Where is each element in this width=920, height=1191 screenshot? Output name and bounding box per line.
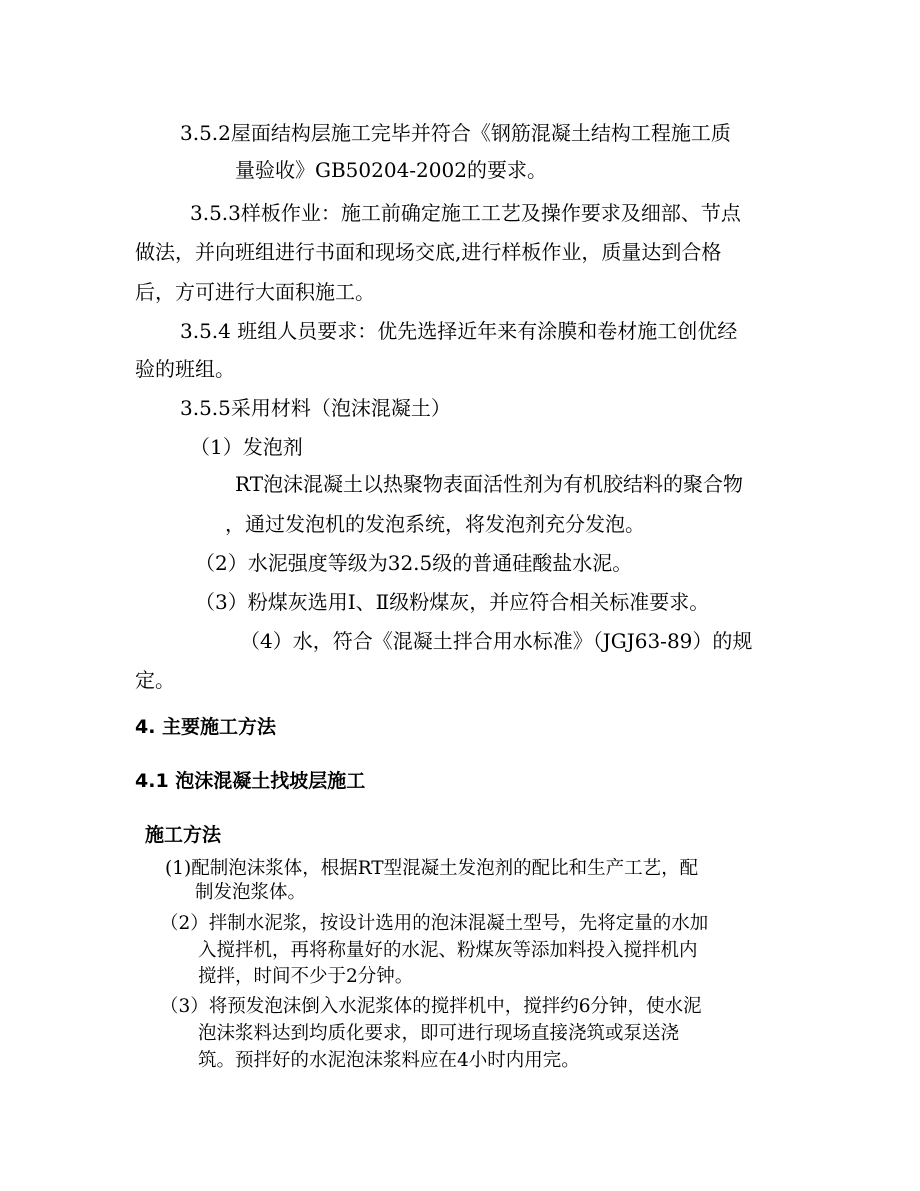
method-step-3-line1: （3）将预发泡沫倒入水泥浆体的搅拌机中，搅拌约6分钟，使水泥 [160, 996, 702, 1017]
material-item-1-line2: ，通过发泡机的发泡系统，将发泡剂充分发泡。 [225, 512, 645, 536]
method-title: 施工方法 [145, 824, 222, 846]
section-heading-4-1: 4.1 泡沫混凝土找坡层施工 [135, 770, 366, 792]
method-step-2-line2: 入搅拌机，再将称量好的水泥、粉煤灰等添加料投入搅拌机内 [198, 940, 698, 961]
para-3-5-4-line2: 验的班组。 [135, 357, 235, 381]
method-step-1-line1: (1)配制泡沫浆体，根据RT型混凝土发泡剂的配比和生产工艺，配 [165, 858, 699, 879]
method-step-2-line3: 搅拌，时间不少于2分钟。 [198, 966, 414, 987]
material-item-3: （3）粉煤灰选用Ⅰ、Ⅱ级粉煤灰，并应符合相关标准要求。 [195, 590, 710, 614]
method-step-2-line1: （2）拌制水泥浆，按设计选用的泡沫混凝土型号，先将定量的水加 [160, 913, 709, 934]
method-step-3-line3: 筑。预拌好的水泥泡沫浆料应在4小时内用完。 [198, 1050, 580, 1071]
method-step-1-line2: 制发泡浆体。 [195, 882, 307, 903]
section-heading-4: 4. 主要施工方法 [135, 716, 277, 738]
para-3-5-3-line3: 后，方可进行大面积施工。 [135, 280, 375, 304]
material-item-1-line1: RT泡沫混凝土以热聚物表面活性剂为有机胶结料的聚合物 [235, 472, 744, 496]
material-item-4-line2: 定。 [135, 668, 175, 692]
material-item-4-line1: （4）水，符合《混凝土拌合用水标准》（JGJ63-89）的规 [240, 629, 753, 653]
para-3-5-4-line1: 3.5.4 班组人员要求：优先选择近年来有涂膜和卷材施工创优经 [180, 319, 738, 343]
para-3-5-3-line2: 做法，并向班组进行书面和现场交底,进行样板作业，质量达到合格 [135, 240, 722, 264]
para-3-5-5-title: 3.5.5采用材料（泡沫混凝土） [180, 396, 451, 420]
para-3-5-2-line1: 3.5.2屋面结构层施工完毕并符合《钢筋混凝土结构工程施工质 [180, 121, 731, 145]
para-3-5-3-line1: 3.5.3样板作业：施工前确定施工工艺及操作要求及细部、节点 [190, 201, 741, 225]
material-item-1-title: （1）发泡剂 [190, 435, 303, 459]
method-step-3-line2: 泡沫浆料达到均质化要求，即可进行现场直接浇筑或泵送浇 [198, 1023, 680, 1044]
material-item-2: （2）水泥强度等级为32.5级的普通硅酸盐水泥。 [195, 551, 633, 575]
para-3-5-2-line2: 量验收》GB50204-2002的要求。 [235, 158, 547, 182]
